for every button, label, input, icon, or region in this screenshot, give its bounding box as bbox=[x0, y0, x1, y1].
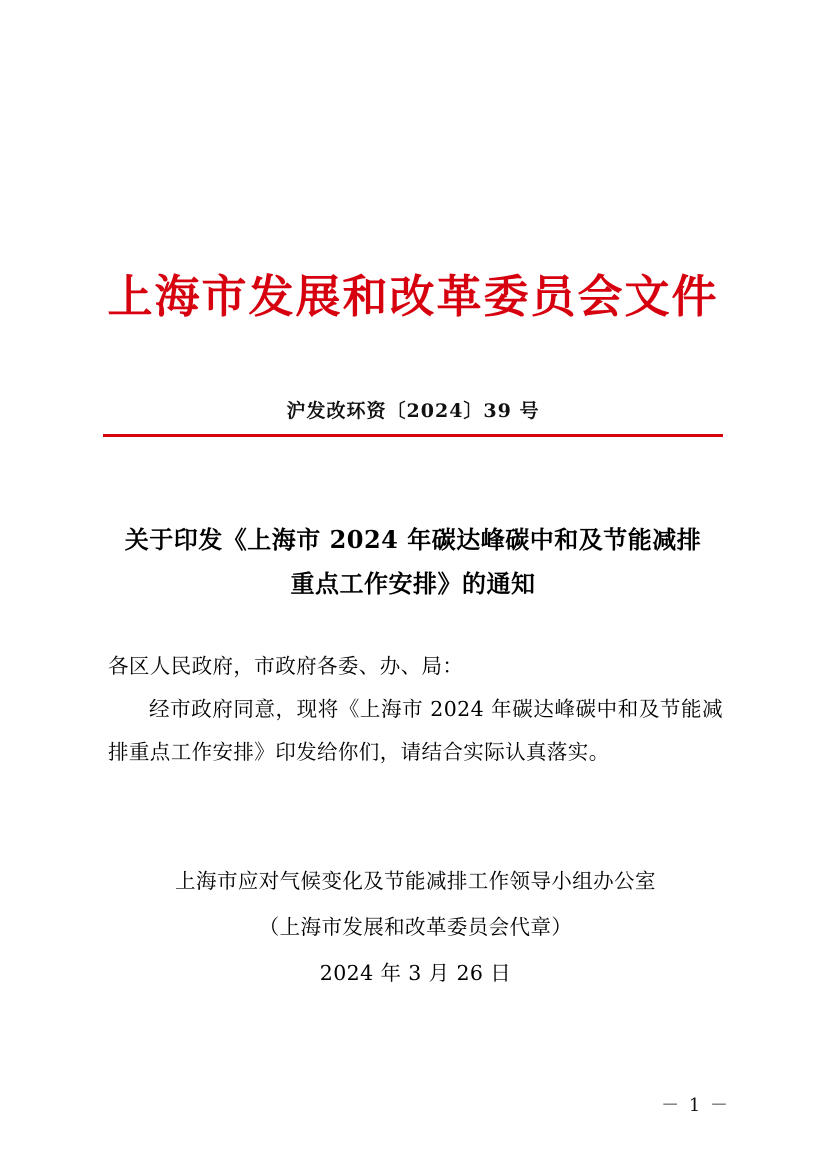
signature-date: 2024 年 3 月 26 日 bbox=[319, 961, 512, 985]
document-title-line-1: 关于印发《上海市 2024 年碳达峰碳中和及节能减排 bbox=[124, 525, 702, 554]
document-title-line-2: 重点工作安排》的通知 bbox=[290, 569, 536, 598]
signature-seal-note: （上海市发展和改革委员会代章） bbox=[258, 915, 573, 939]
salutation: 各区人民政府，市政府各委、办、局： bbox=[108, 654, 464, 678]
page-number: － 1 － bbox=[661, 1095, 730, 1116]
signature-block bbox=[108, 858, 723, 996]
red-divider-rule bbox=[103, 434, 723, 437]
masthead bbox=[0, 272, 826, 322]
document-body bbox=[108, 645, 723, 774]
signature-organization: 上海市应对气候变化及节能减排工作领导小组办公室 bbox=[175, 869, 656, 893]
document-title bbox=[113, 518, 713, 606]
body-paragraph-1: 经市政府同意，现将《上海市 2024 年碳达峰碳中和及节能减排重点工作安排》印发给你们，请结合实际认真落实。 bbox=[108, 697, 723, 764]
document-number: 沪发改环资〔2024〕39 号 bbox=[286, 400, 540, 422]
masthead-title: 上海市发展和改革委员会文件 bbox=[107, 270, 719, 323]
